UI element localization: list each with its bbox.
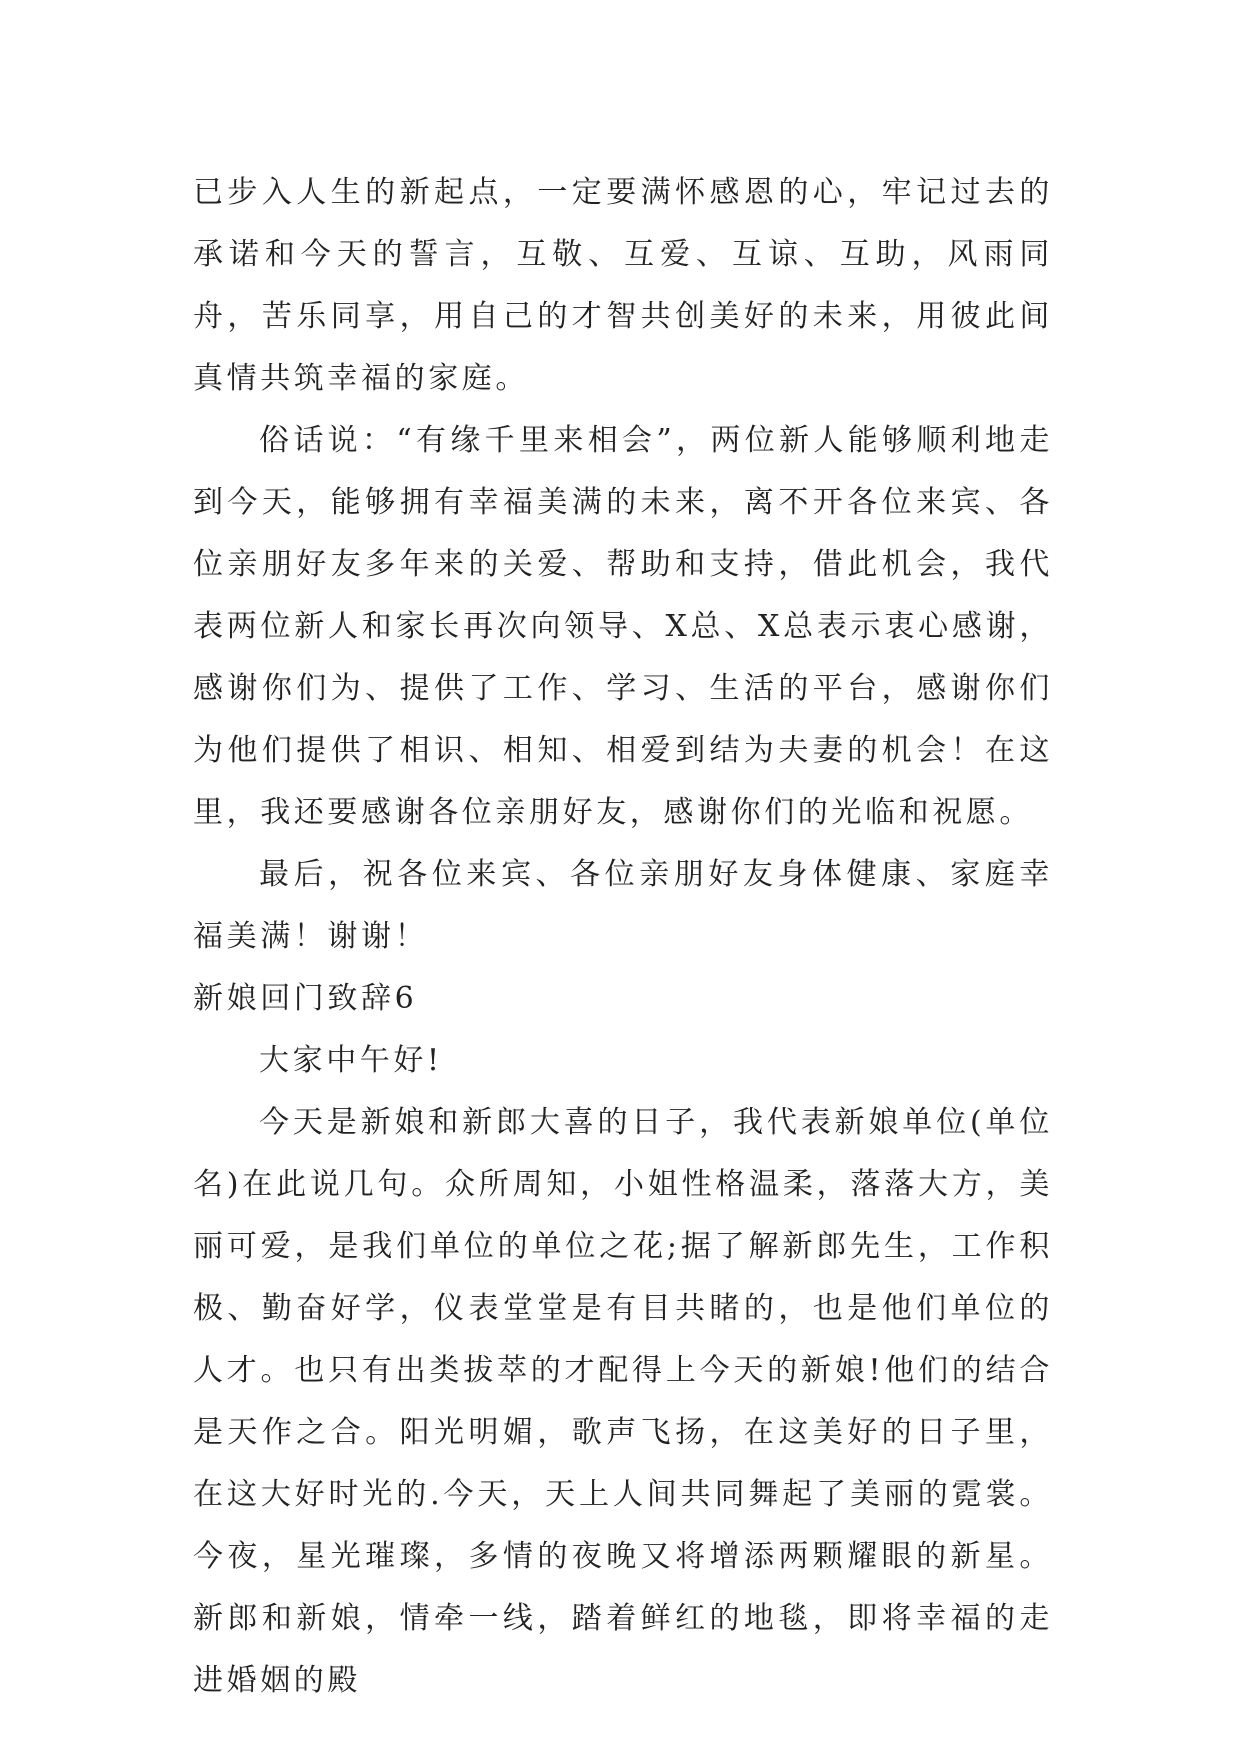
paragraph-closing: 最后，祝各位来宾、各位亲朋好友身体健康、家庭幸福美满！谢谢！ xyxy=(193,857,1053,954)
paragraph-greeting: 大家中午好! xyxy=(259,1043,443,1078)
paragraph-vows: 已步入人生的新起点，一定要满怀感恩的心，牢记过去的承诺和今天的誓言，互敬、互爱、互谅、互助，风雨同舟，苦乐同享，用自己的才智共创美好的未来，用彼此间真情共筑幸福的家庭。 xyxy=(193,175,1053,396)
paragraph-speech: 今天是新娘和新郎大喜的日子，我代表新娘单位(单位名)在此说几句。众所周知，小姐性格温柔，落落大方，美丽可爱，是我们单位的单位之花;据了解新郎先生，工作积极、勤奋好学，仪表堂堂是有目共睹的，也是他们单位的人才。也只有出类拔萃的才配得上今天的新娘!他们的结合是天作之合。阳光明媚，歌声飞扬，在这美好的日子里，在这大好时光的.今天，天上人间共同舞起了美丽的霓裳。今夜，星光璀璨，多情的夜晚又将增添两颗耀眼的新星。新郎和新娘，情牵一线，踏着鲜红的地毯，即将幸福的走进婚姻的殿 xyxy=(193,1105,1053,1698)
paragraph-thanks: 俗话说：“有缘千里来相会”，两位新人能够顺利地走到今天，能够拥有幸福美满的未来，离不开各位来宾、各位亲朋好友多年来的关爱、帮助和支持，借此机会，我代表两位新人和家长再次向领导、X总、X总表示衷心感谢，感谢你们为、提供了工作、学习、生活的平台，感谢你们为他们提供了相识、相知、相爱到结为夫妻的机会！在这里，我还要感谢各位亲朋好友，感谢你们的光临和祝愿。 xyxy=(193,423,1053,830)
section-heading: 新娘回门致辞6 xyxy=(193,981,418,1016)
document-body xyxy=(193,162,1053,1712)
